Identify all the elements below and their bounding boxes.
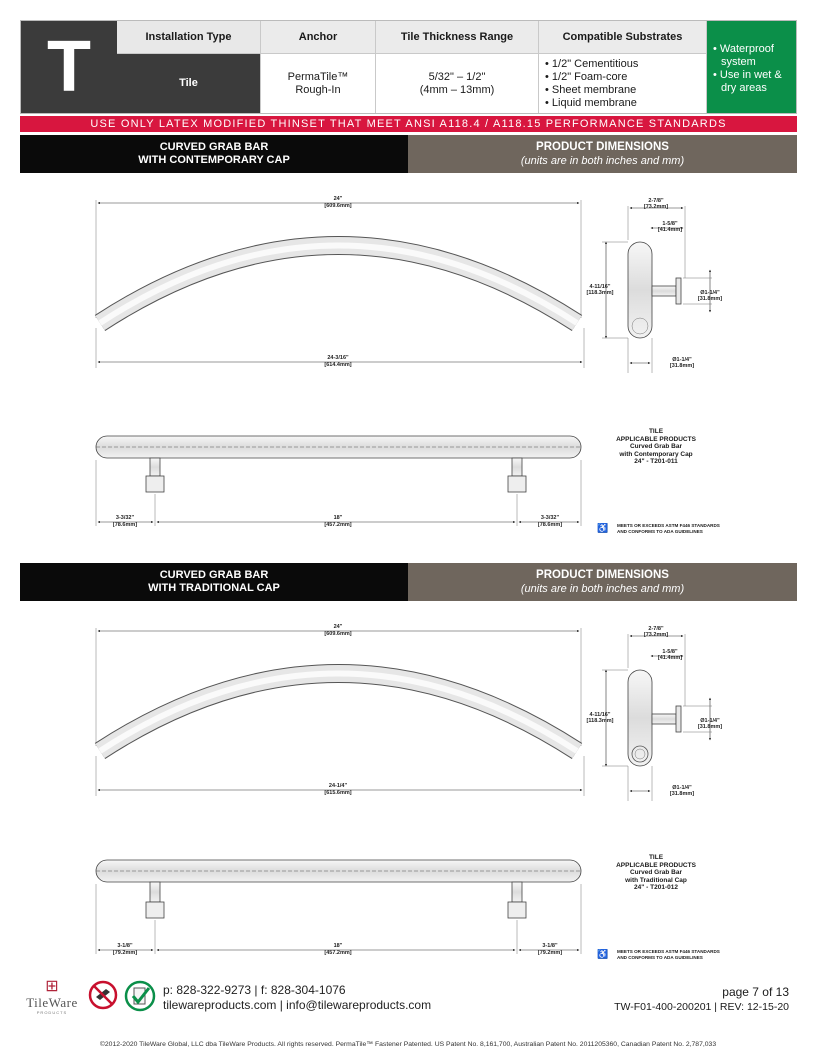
dimensions-heading: PRODUCT DIMENSIONS (units are in both inches and mm)	[408, 563, 797, 601]
side-depth-mm: [73.2mm]	[643, 632, 669, 638]
side-depth-mm: [73.2mm]	[643, 204, 669, 210]
overall-length-in: 24"	[333, 196, 343, 202]
side-depth-in: 2-7/8"	[648, 626, 664, 632]
end-left-in: 3-1/8"	[117, 943, 133, 949]
drawing-contemporary	[0, 178, 816, 578]
product-note: TILE APPLICABLE PRODUCTS Curved Grab Bar with Contemporary Cap 24" - T201-011	[616, 428, 696, 465]
overall-length-mm: [609.6mm]	[324, 631, 352, 637]
anchor-value	[261, 54, 375, 113]
wheelchair-icon: ♿	[597, 949, 609, 959]
section-title: CURVED GRAB BAR WITH CONTEMPORARY CAP	[20, 135, 408, 173]
arc-width-mm: [615.6mm]	[324, 790, 352, 796]
drawing-traditional	[0, 606, 816, 1006]
features-list	[713, 43, 790, 95]
center-mm: [457.2mm]	[324, 522, 352, 528]
tile-thickness-value	[376, 54, 538, 113]
installation-type-label: Installation Type	[117, 21, 260, 54]
technical-drawing-contemporary	[0, 178, 816, 548]
tileware-logo: ⊞ TileWare PRODUCTS	[22, 978, 82, 1015]
tube-dia-in: Ø1-1/4"	[672, 357, 692, 363]
features-column	[707, 21, 796, 113]
center-in: 18"	[333, 515, 343, 521]
spec-header-table	[20, 20, 797, 114]
contact-info	[163, 983, 431, 1013]
side-height-in: 4-11/16"	[589, 712, 611, 718]
tile-thickness-label: Tile Thickness Range	[376, 21, 538, 54]
anchor-label: Anchor	[261, 21, 375, 54]
tile-thickness-line1: 5/32" – 1/2"	[428, 70, 486, 83]
tile-thickness-column	[376, 21, 539, 113]
side-height-mm: [118.3mm]	[586, 290, 614, 296]
flange-dia-in: Ø1-1/4"	[700, 718, 720, 724]
page-footer	[0, 978, 816, 1056]
anchor-column	[261, 21, 376, 113]
tube-dia-mm: [31.8mm]	[669, 363, 695, 369]
end-left-mm: [78.6mm]	[112, 522, 138, 528]
check-approved-icon	[124, 980, 156, 1012]
product-note: TILE APPLICABLE PRODUCTS Curved Grab Bar with Traditional Cap 24" - T201-012	[616, 854, 696, 891]
section-header-traditional	[20, 563, 797, 601]
section-title: CURVED GRAB BAR WITH TRADITIONAL CAP	[20, 563, 408, 601]
substrate-item: • Sheet membrane	[545, 83, 637, 96]
side-offset-mm: [41.4mm]	[657, 655, 683, 661]
ada-note: MEETS OR EXCEEDS ASTM F446 STANDARDS AND CONFORMS TO ADA GUIDELINES	[617, 523, 720, 534]
end-right-in: 3-1/8"	[542, 943, 558, 949]
side-depth-in: 2-7/8"	[648, 198, 664, 204]
document-code: TW-F01-400-200201 | REV: 12-15-20	[614, 1001, 789, 1013]
technical-drawing-traditional	[0, 606, 816, 976]
page-number: page 7 of 13	[722, 985, 789, 999]
tube-dia-mm: [31.8mm]	[669, 791, 695, 797]
center-mm: [457.2mm]	[324, 950, 352, 956]
substrates-column	[539, 21, 707, 113]
substrate-item: • 1/2" Cementitious	[545, 57, 639, 70]
ada-note: MEETS OR EXCEEDS ASTM F446 STANDARDS AND CONFORMS TO ADA GUIDELINES	[617, 949, 720, 960]
tileware-mark-icon: ⊞	[45, 978, 59, 995]
arc-width-mm: [614.4mm]	[324, 362, 352, 368]
side-height-mm: [118.3mm]	[586, 718, 614, 724]
no-drill-icon	[88, 980, 118, 1010]
thinset-warning-banner: USE ONLY LATEX MODIFIED THINSET THAT MEET ANSI A118.4 / A118.15 PERFORMANCE STANDARDS	[20, 116, 797, 132]
anchor-value-line2: Rough-In	[295, 83, 341, 96]
installation-type-column	[117, 21, 261, 113]
flange-dia-in: Ø1-1/4"	[700, 290, 720, 296]
copyright-line: ©2012-2020 TileWare Global, LLC dba TileWare Products. All rights reserved. PermaTile™ Fastener Patented. US Patent No. 8,161,700, Australian Patent No. 2011205360, Canadian Patent No. 2,787,033	[99, 1041, 717, 1048]
flange-dia-mm: [31.8mm]	[697, 724, 723, 730]
overall-length-in: 24"	[333, 624, 343, 630]
wheelchair-icon: ♿	[597, 523, 609, 533]
arc-width-in: 24-3/16"	[327, 355, 349, 361]
side-offset-in: 1-5/8"	[662, 649, 678, 655]
feature-item: • Waterproof system	[713, 43, 774, 68]
substrates-label: Compatible Substrates	[539, 21, 706, 54]
substrates-list	[545, 58, 638, 110]
installation-type-value: Tile	[117, 54, 260, 113]
anchor-value-line1: PermaTile™	[287, 70, 349, 83]
substrate-item: • Liquid membrane	[545, 96, 637, 109]
end-right-in: 3-3/32"	[540, 515, 560, 521]
arc-width-in: 24-1/4"	[328, 783, 348, 789]
feature-item: • Use in wet & dry areas	[713, 69, 782, 94]
page-info	[614, 985, 789, 1015]
end-left-in: 3-3/32"	[115, 515, 135, 521]
dimensions-heading: PRODUCT DIMENSIONS (units are in both inches and mm)	[408, 135, 797, 173]
phone-fax: p: 828-322-9273 | f: 828-304-1076	[163, 983, 346, 997]
side-height-in: 4-11/16"	[589, 284, 611, 290]
end-right-mm: [79.2mm]	[537, 950, 563, 956]
substrate-item: • 1/2" Foam-core	[545, 70, 628, 83]
tile-thickness-line2: (4mm – 13mm)	[419, 83, 495, 96]
tube-dia-in: Ø1-1/4"	[672, 785, 692, 791]
center-in: 18"	[333, 943, 343, 949]
installation-letter: T	[21, 21, 117, 113]
side-offset-mm: [41.4mm]	[657, 227, 683, 233]
end-left-mm: [79.2mm]	[112, 950, 138, 956]
section-header-contemporary	[20, 135, 797, 173]
flange-dia-mm: [31.8mm]	[697, 296, 723, 302]
web-email[interactable]: tilewareproducts.com | info@tilewareproducts.com	[163, 998, 432, 1012]
end-right-mm: [78.6mm]	[537, 522, 563, 528]
overall-length-mm: [609.6mm]	[324, 203, 352, 209]
side-offset-in: 1-5/8"	[662, 221, 678, 227]
